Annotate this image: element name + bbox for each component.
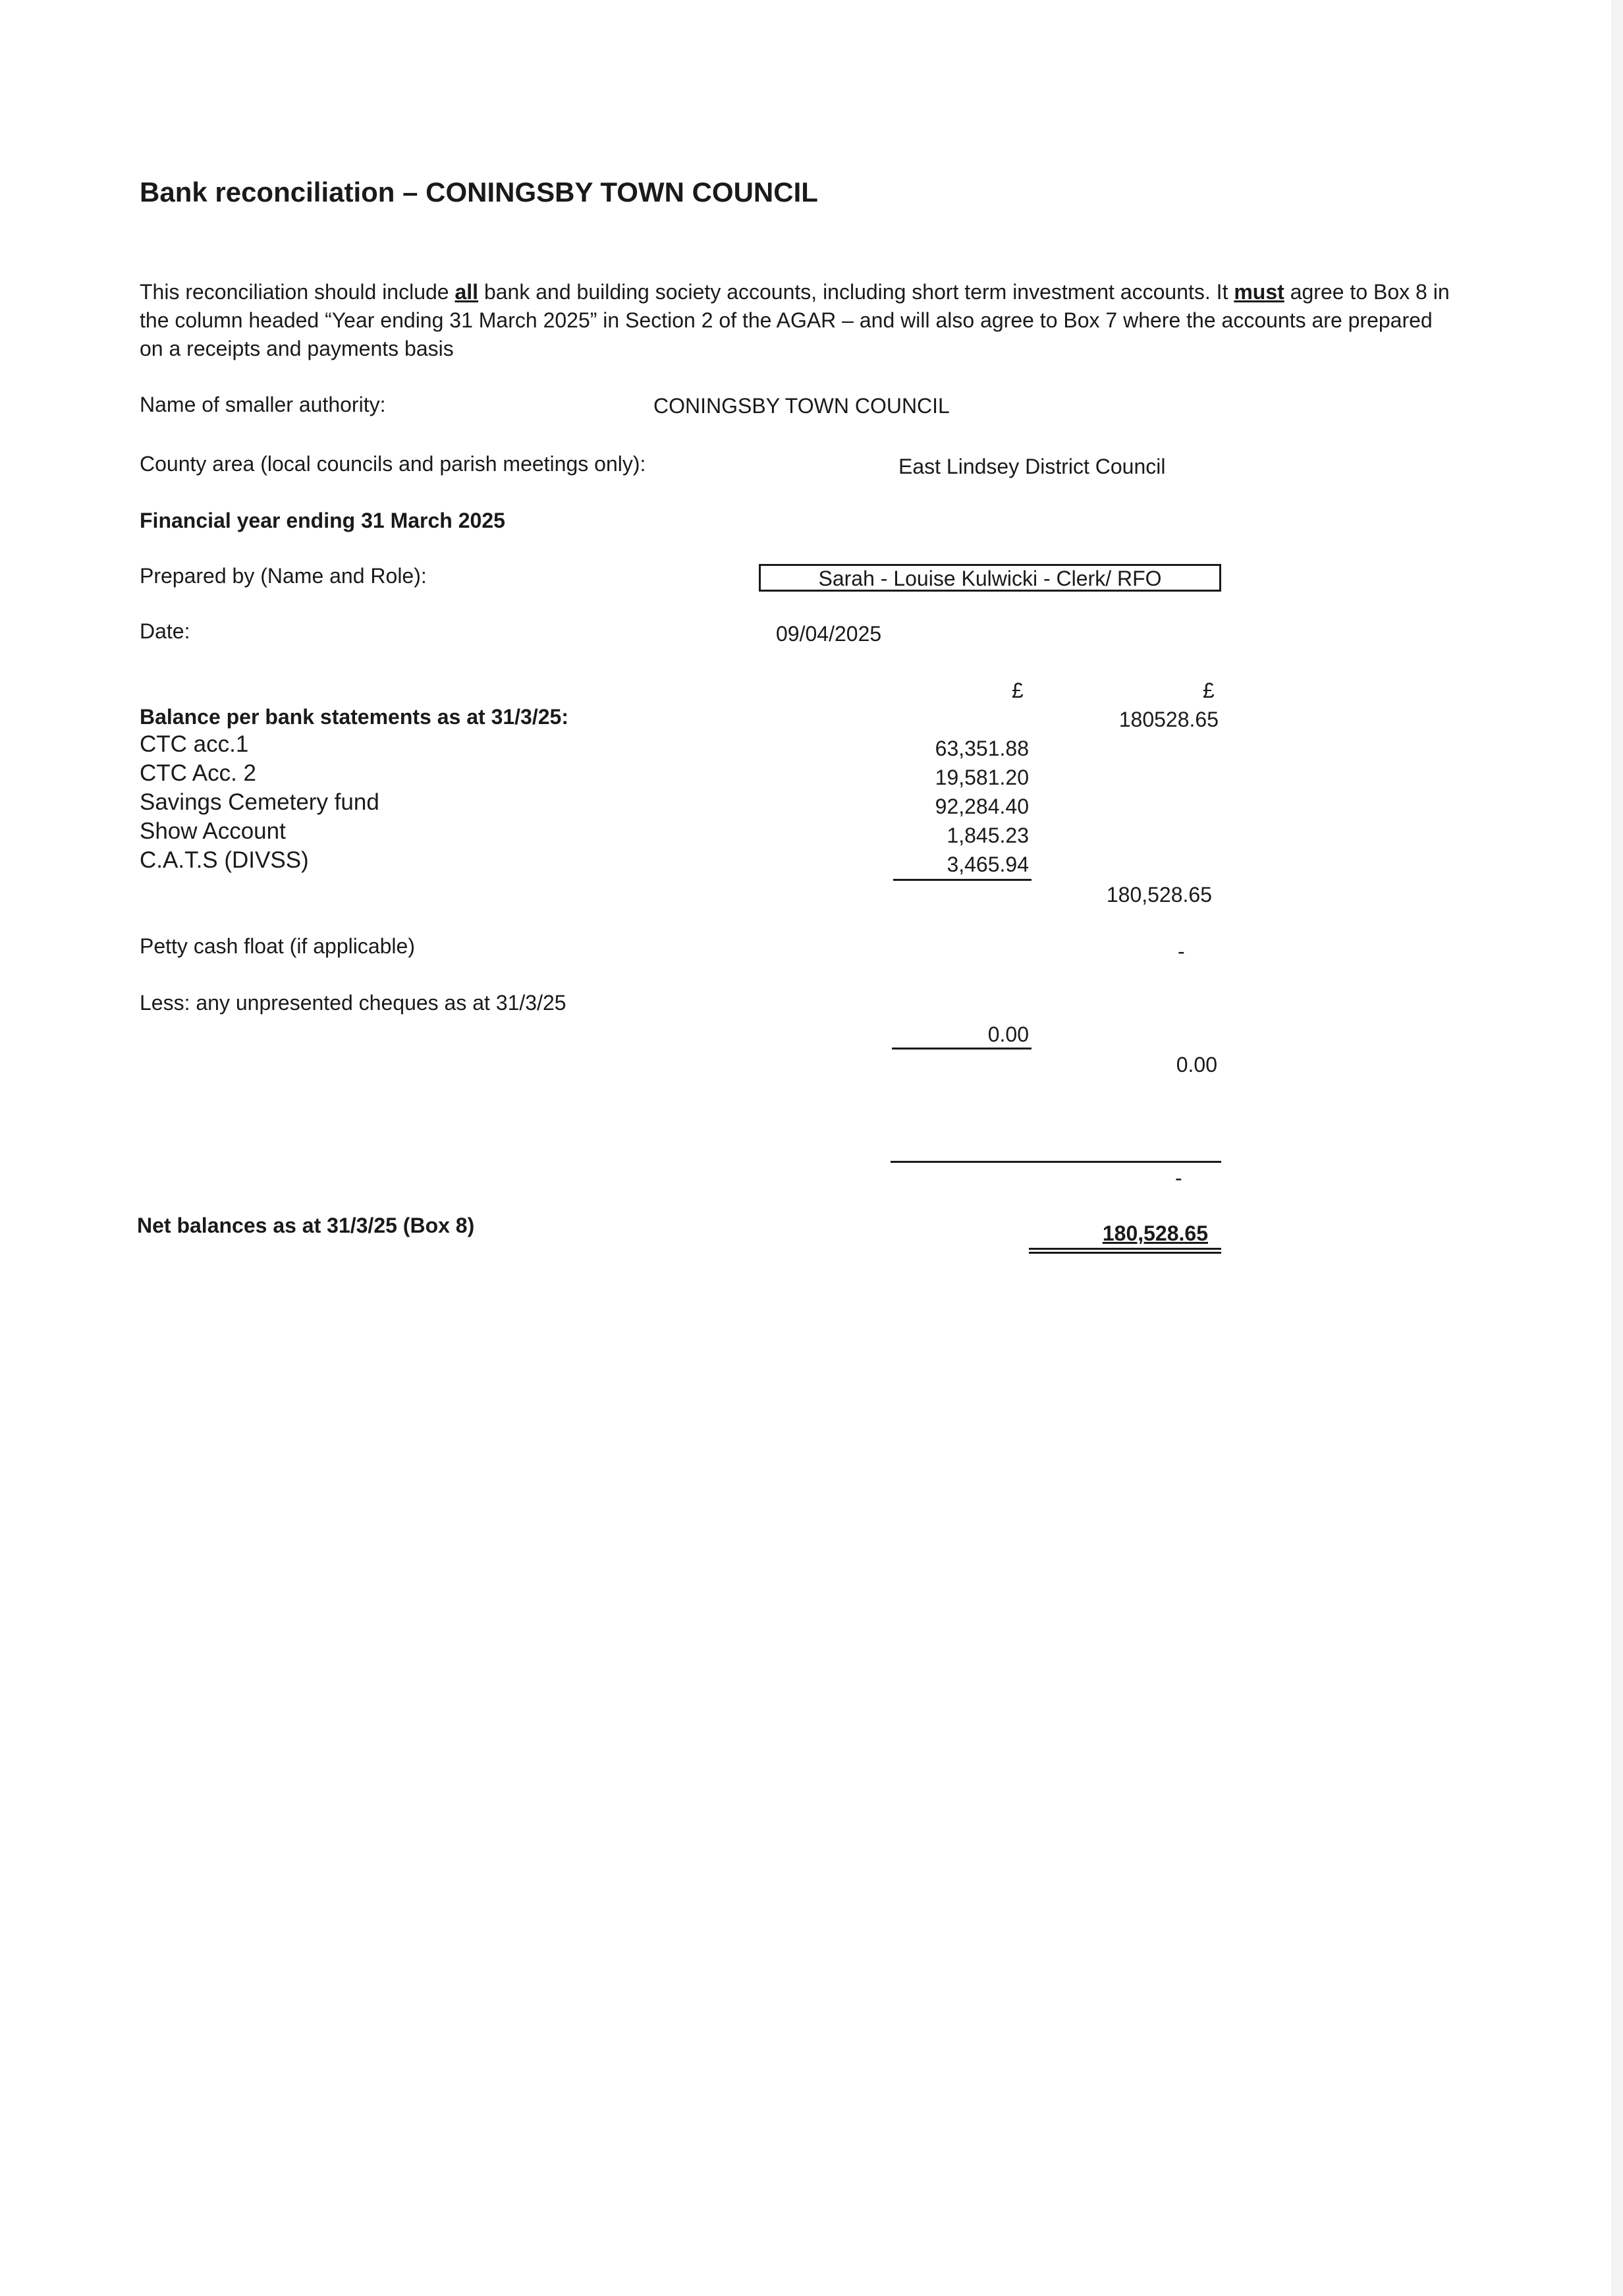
account-name: Show Account — [140, 818, 286, 844]
unpresented-label: Less: any unpresented cheques as at 31/3/25 — [140, 991, 566, 1015]
instructions-paragraph — [140, 278, 1457, 363]
date-value: 09/04/2025 — [776, 622, 882, 646]
petty-cash-value: - — [1178, 939, 1185, 963]
unpresented-amount: 0.00 — [987, 1022, 1029, 1046]
account-name: Savings Cemetery fund — [140, 789, 379, 815]
date-label: Date: — [140, 619, 190, 643]
intro-emphasis-must: must — [1234, 280, 1284, 304]
account-name: CTC acc.1 — [140, 731, 249, 757]
accounts-total: 180,528.65 — [1106, 883, 1212, 907]
intro-text-1: This reconciliation should include — [140, 280, 455, 304]
subtotal-rule — [891, 1161, 1221, 1163]
authority-label: Name of smaller authority: — [140, 393, 386, 416]
petty-cash-label: Petty cash float (if applicable) — [140, 934, 415, 958]
account-name: CTC Acc. 2 — [140, 760, 256, 786]
intro-text-2: bank and building society accounts, including short term investment accounts. It — [478, 280, 1234, 304]
net-balance-label: Net balances as at 31/3/25 (Box 8) — [137, 1214, 475, 1237]
county-value: East Lindsey District Council — [898, 455, 1166, 478]
account-amount: 92,284.40 — [935, 795, 1029, 818]
financial-year-heading: Financial year ending 31 March 2025 — [140, 509, 505, 532]
currency-symbol-col2: £ — [1203, 679, 1215, 702]
prepared-by-field: Sarah - Louise Kulwicki - Clerk/ RFO — [759, 564, 1221, 592]
intro-emphasis-all: all — [454, 280, 479, 304]
net-balance-value: 180,528.65 — [1102, 1221, 1208, 1245]
account-amount: 1,845.23 — [947, 824, 1029, 847]
page-title: Bank reconciliation – CONINGSBY TOWN COUNCIL — [140, 177, 818, 208]
accounts-sum-rule — [893, 879, 1032, 881]
intro-text-3: agree to Box 8 in the column headed “Year ending 31 March 2025” in Section 2 of the AGAR – and will also agree to Box 7 where the accounts are prepared on a receipts and payments basis — [140, 280, 1450, 360]
account-amount: 19,581.20 — [935, 766, 1029, 789]
prepared-by-label: Prepared by (Name and Role): — [140, 564, 427, 588]
net-double-rule-bottom — [1029, 1252, 1221, 1254]
account-name: C.A.T.S (DIVSS) — [140, 847, 309, 873]
county-label: County area (local councils and parish meetings only): — [140, 452, 646, 476]
subtotal-dash: - — [1175, 1166, 1182, 1190]
currency-symbol-col1: £ — [1012, 679, 1024, 702]
unpresented-total: 0.00 — [1176, 1053, 1217, 1077]
unpresented-sum-rule — [892, 1048, 1032, 1050]
account-amount: 3,465.94 — [947, 853, 1029, 876]
balance-header-total: 180528.65 — [1118, 708, 1219, 731]
account-amount: 63,351.88 — [935, 737, 1029, 760]
authority-value: CONINGSBY TOWN COUNCIL — [653, 394, 950, 418]
page-edge-shadow — [1611, 0, 1623, 2296]
net-double-rule-top — [1029, 1248, 1221, 1250]
balance-heading: Balance per bank statements as at 31/3/25: — [140, 705, 568, 729]
